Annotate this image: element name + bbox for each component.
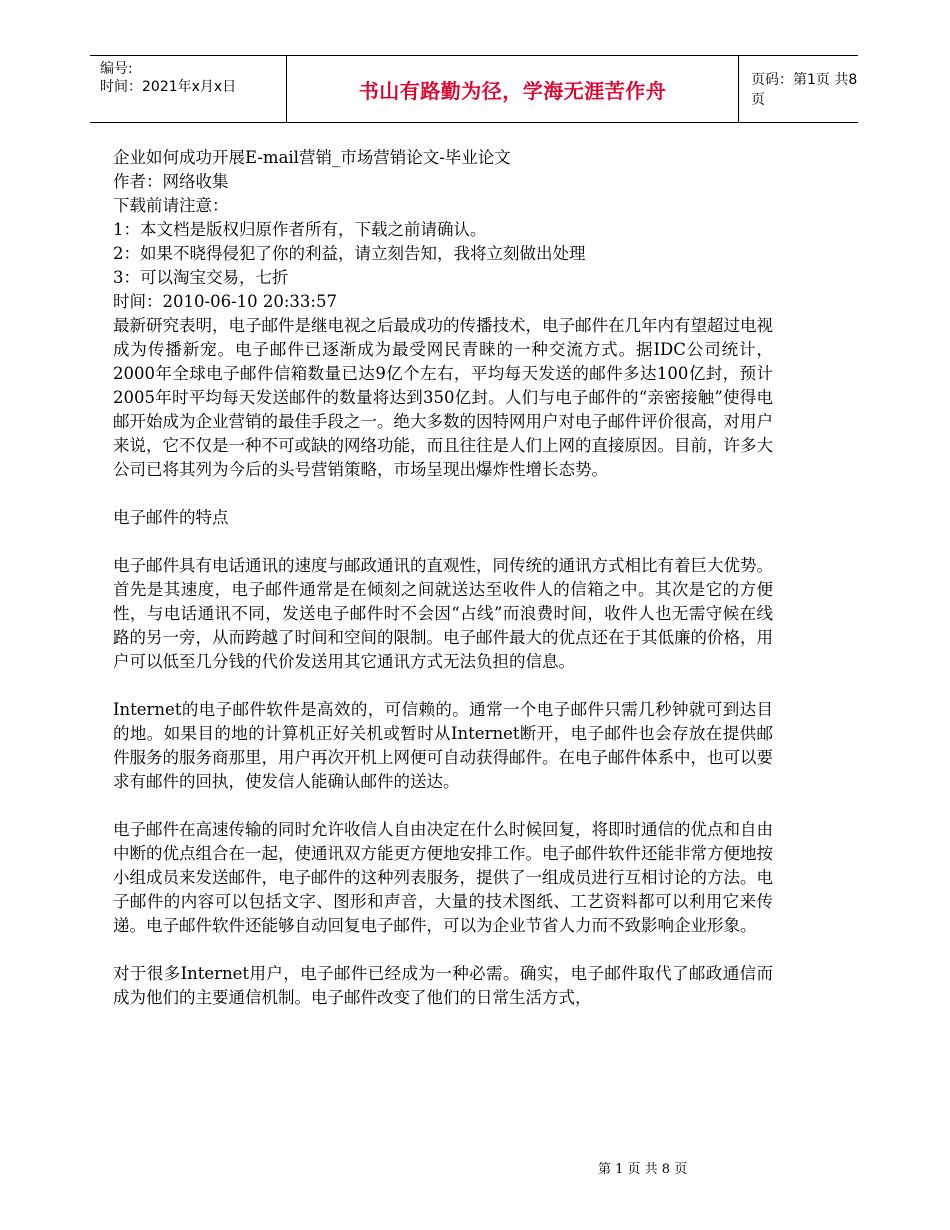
notice-heading: 下载前请注意：	[113, 196, 229, 215]
document-author: 作者：网络收集	[113, 172, 229, 191]
header-motto: 书山有路勤为径，学海无涯苦作舟	[358, 78, 667, 103]
paragraph-necessity: 对于很多Internet用户，电子邮件已经成为一种必需。确实，电子邮件取代了邮政通信而成为他们的主要通信机制。电子邮件改变了他们的日常生活方式，	[113, 964, 773, 1007]
paragraph-features: 电子邮件具有电话通讯的速度与邮政通讯的直观性，同传统的通讯方式相比有着巨大优势。首先是其速度，电子邮件通常是在倾刻之间就送达至收件人的信箱之中。其次是它的方便性，与电话通讯不同，发送电子邮件时不会因“占线”而浪费时间，收件人也无需守候在线路的另一旁，从而跨越了时间和空间的限制。电子邮件最大的优点还在于其低廉的价格，用户可以低至几分钱的代价发送用其它通讯方式无法负担的信息。	[113, 556, 773, 671]
paragraph-gap	[113, 938, 773, 962]
document-time-label: 时间：2021年x月x日	[100, 79, 237, 95]
document-title: 企业如何成功开展E-mail营销_市场营销论文-毕业论文	[113, 148, 511, 167]
header-page-label: 页码：第1页 共8页	[751, 72, 858, 108]
paragraph-gap	[113, 674, 773, 698]
header-meta	[90, 56, 286, 122]
document-body	[113, 146, 773, 1010]
notice-item: 3：可以淘宝交易，七折	[113, 268, 289, 287]
paragraph-internet: Internet的电子邮件软件是高效的，可信赖的。通常一个电子邮件只需几秒钟就可到达目的地。如果目的地的计算机正好关机或暂时从Internet断开，电子邮件也会存放在提供邮件服务的服务商那里，用户再次开机上网便可自动获得邮件。在电子邮件体系中，也可以要求有邮件的回执，使发信人能确认邮件的送达。	[113, 700, 773, 791]
page-footer: 第 1 页 共 8 页	[598, 1162, 688, 1177]
notice-item: 1：本文档是版权归原作者所有，下载之前请确认。	[113, 220, 487, 239]
notice-item: 2：如果不晓得侵犯了你的利益，请立刻告知，我将立刻做出处理	[113, 244, 586, 263]
paragraph-gap	[113, 482, 773, 506]
document-number-label: 编号:	[100, 61, 133, 77]
paragraph-gap	[113, 794, 773, 818]
section-heading: 电子邮件的特点	[113, 508, 229, 527]
paragraph-intro: 最新研究表明，电子邮件是继电视之后最成功的传播技术，电子邮件在几年内有望超过电视成为传播新宠。电子邮件已逐渐成为最受网民青睐的一种交流方式。据IDC公司统计，2000年全球电子邮件信箱数量已达9亿个左右，平均每天发送的邮件多达100亿封，预计2005年时平均每天发送邮件的数量将达到350亿封。人们与电子邮件的“亲密接触”使得电邮开始成为企业营销的最佳手段之一。绝大多数的因特网用户对电子邮件评价很高，对用户来说，它不仅是一种不可或缺的网络功能，而且往往是人们上网的直接原因。目前，许多大公司已将其列为今后的头号营销策略，市场呈现出爆炸性增长态势。	[113, 316, 773, 479]
header-motto-cell	[286, 56, 739, 122]
paragraph-gap	[113, 530, 773, 554]
page-header	[90, 55, 858, 123]
header-page-cell	[739, 56, 858, 122]
publish-time: 时间：2010-06-10 20:33:57	[113, 292, 337, 311]
paragraph-transmission: 电子邮件在高速传输的同时允许收信人自由决定在什么时候回复，将即时通信的优点和自由中断的优点组合在一起，使通讯双方能更方便地安排工作。电子邮件软件还能非常方便地按小组成员来发送邮件，电子邮件的这种列表服务，提供了一组成员进行互相讨论的方法。电子邮件的内容可以包括文字、图形和声音，大量的技术图纸、工艺资料都可以利用它来传递。电子邮件软件还能够自动回复电子邮件，可以为企业节省人力而不致影响企业形象。	[113, 820, 773, 935]
